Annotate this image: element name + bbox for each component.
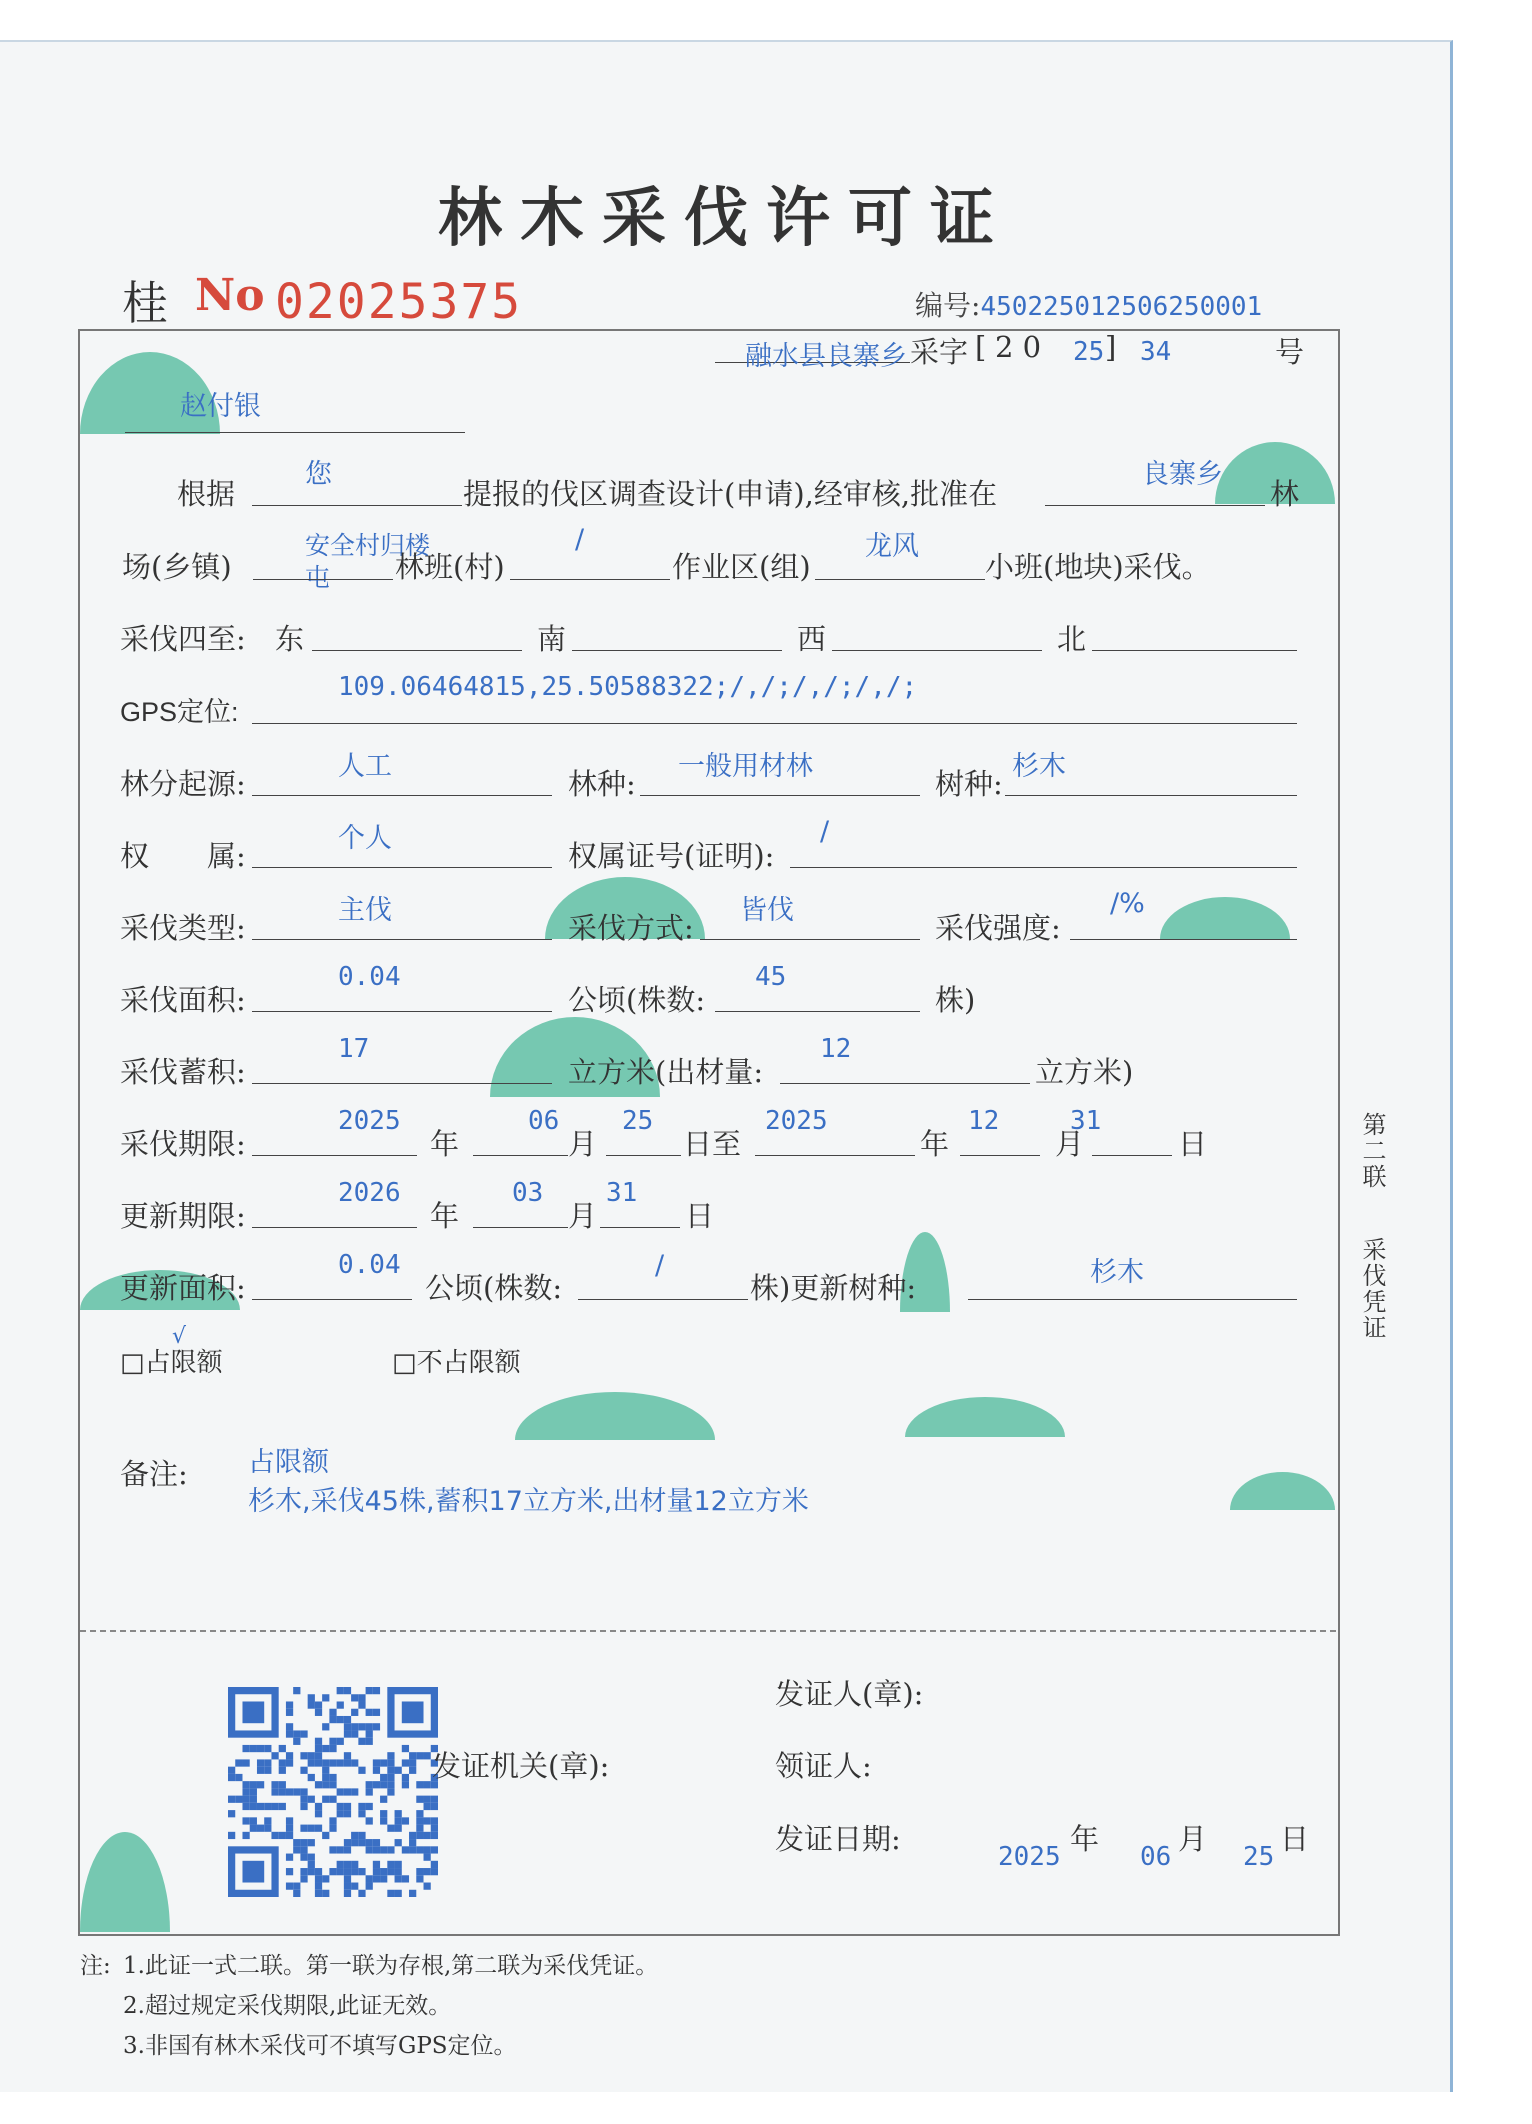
label-count-close: 株) — [935, 983, 976, 1017]
value-linban: / — [575, 524, 585, 555]
value-harvest-method: 皆伐 — [740, 895, 794, 926]
label-ownership: 权 属: — [120, 839, 246, 873]
serial-number: 02025375 — [275, 274, 523, 330]
label-month: 月 — [568, 1199, 598, 1233]
value-issue-year: 2025 — [998, 1842, 1061, 1872]
value-issue-month: 06 — [1140, 1842, 1172, 1872]
label-sizhi: 采伐四至: — [120, 622, 246, 656]
permit-ref-bracket-open: [ — [975, 330, 987, 364]
label-day: 日 — [1178, 1127, 1208, 1161]
label-year: 年 — [920, 1127, 950, 1161]
region-code: 桂 — [122, 276, 168, 330]
qr-code-icon — [228, 1687, 438, 1897]
note-1: 1.此证一式二联。第一联为存根,第二联为采伐凭证。 — [123, 1953, 659, 1979]
value-renew-year: 2026 — [338, 1178, 401, 1208]
side-label-copy: 第二联 — [1358, 1112, 1386, 1190]
value-tree-count: 45 — [755, 962, 787, 992]
label-genju: 根据 — [177, 477, 236, 511]
label-ownership-cert: 权属证号(证明): — [568, 839, 775, 873]
label-harvest-intensity: 采伐强度: — [935, 911, 1061, 945]
value-period-start-year: 2025 — [338, 1106, 401, 1136]
value-period-start-month: 06 — [528, 1106, 560, 1136]
label-lin: 林 — [1270, 477, 1300, 511]
label-harvest-area: 采伐面积: — [120, 983, 246, 1017]
label-yield-close: 立方米) — [1035, 1055, 1134, 1089]
label-chang: 场(乡镇) — [122, 550, 232, 584]
label-month: 月 — [1055, 1127, 1085, 1161]
value-issue-day: 25 — [1243, 1842, 1275, 1872]
label-harvest-volume: 采伐蓄积: — [120, 1055, 246, 1089]
label-month: 月 — [568, 1127, 598, 1161]
label-origin: 林分起源: — [120, 767, 246, 801]
label-timber-yield: 立方米(出材量: — [568, 1055, 764, 1089]
label-renew-hectare-count: 公顷(株数: — [425, 1271, 563, 1305]
value-period-end-year: 2025 — [765, 1106, 828, 1136]
label-linban: 林班(村) — [395, 550, 505, 584]
permit-code-label: 编号: — [915, 289, 981, 322]
label-issue-day: 日 — [1280, 1822, 1310, 1856]
value-xiang: 良寨乡 — [1142, 459, 1223, 490]
label-harvest-type: 采伐类型: — [120, 911, 246, 945]
permit-ref-suffix: 号 — [1275, 335, 1305, 369]
serial-number-label: No — [195, 270, 265, 321]
label-west: 西 — [797, 622, 827, 656]
label-harvest-period: 采伐期限: — [120, 1127, 246, 1161]
label-forest-type: 林种: — [568, 767, 636, 801]
label-renew-species: 株)更新树种: — [750, 1271, 917, 1305]
label-tibao: 提报的伐区调查设计(申请),经审核,批准在 — [463, 477, 998, 511]
separator-dashed — [80, 1630, 1336, 1632]
label-receiver: 领证人: — [775, 1749, 872, 1783]
value-ownership: 个人 — [338, 823, 392, 854]
label-zuoye: 作业区(组) — [672, 550, 811, 584]
label-remarks: 备注: — [120, 1457, 188, 1491]
value-renew-day: 31 — [606, 1178, 638, 1208]
quota-excluded-checkbox[interactable]: □不占限额 — [392, 1348, 521, 1378]
label-day: 日 — [685, 1199, 715, 1233]
permit-code-value: 450225012506250001 — [980, 292, 1263, 322]
note-3: 3.非国有林木采伐可不填写GPS定位。 — [123, 2033, 517, 2059]
value-nin: 您 — [305, 459, 332, 490]
label-south: 南 — [537, 622, 567, 656]
label-east: 东 — [275, 622, 305, 656]
label-day-to: 日至 — [683, 1127, 742, 1161]
document-title: 林木采伐许可证 — [438, 181, 1012, 256]
permit-ref-prefix: 融水县良寨乡 — [745, 341, 907, 372]
label-gps: GPS定位: — [120, 697, 239, 727]
label-year: 年 — [430, 1199, 460, 1233]
value-ownership-cert: / — [820, 816, 830, 847]
value-renew-species: 杉木 — [1090, 1257, 1144, 1288]
permit-ref-bracket-close: ] — [1105, 330, 1117, 364]
applicant-name: 赵付银 — [180, 391, 261, 422]
value-period-end-day: 31 — [1070, 1106, 1102, 1136]
value-renew-area: 0.04 — [338, 1250, 401, 1280]
label-north: 北 — [1057, 622, 1087, 656]
label-issue-month: 月 — [1178, 1822, 1208, 1856]
value-renew-count: / — [655, 1250, 665, 1281]
value-timber-yield: 12 — [820, 1034, 852, 1064]
value-harvest-area: 0.04 — [338, 962, 401, 992]
permit-ref-year-b: 25 — [1073, 337, 1105, 367]
label-hectare-count: 公顷(株数: — [568, 983, 706, 1017]
label-harvest-method: 采伐方式: — [568, 911, 694, 945]
label-issuing-agency: 发证机关(章): — [432, 1749, 610, 1783]
value-gps: 109.06464815,25.50588322;/,/;/,/;/,/; — [338, 672, 918, 702]
quota-check-mark: √ — [172, 1324, 187, 1349]
label-issue-year: 年 — [1070, 1822, 1100, 1856]
value-harvest-type: 主伐 — [338, 895, 392, 926]
value-zu: 龙风 — [865, 531, 919, 562]
value-harvest-volume: 17 — [338, 1034, 370, 1064]
label-issuer: 发证人(章): — [775, 1677, 924, 1711]
label-renew-period: 更新期限: — [120, 1199, 246, 1233]
side-label-purpose: 采伐凭证 — [1358, 1237, 1386, 1341]
value-remarks-line2: 杉木,采伐45株,蓄积17立方米,出材量12立方米 — [248, 1486, 809, 1517]
value-harvest-intensity: /% — [1110, 888, 1145, 919]
value-remarks-line1: 占限额 — [248, 1447, 329, 1478]
label-species: 树种: — [935, 767, 1003, 801]
permit-ref-number: 34 — [1140, 337, 1172, 367]
label-year: 年 — [430, 1127, 460, 1161]
value-period-start-day: 25 — [622, 1106, 654, 1136]
permit-paper — [0, 40, 1453, 2092]
quota-included-checkbox[interactable]: □占限额 — [120, 1348, 223, 1378]
value-origin: 人工 — [338, 751, 392, 782]
note-2: 2.超过规定采伐期限,此证无效。 — [123, 1993, 452, 2019]
value-species: 杉木 — [1012, 751, 1066, 782]
value-period-end-month: 12 — [968, 1106, 1000, 1136]
value-cun: 安全村归楼屯 — [305, 531, 431, 592]
label-renew-area: 更新面积: — [120, 1271, 246, 1305]
permit-ref-char: 采字 — [910, 335, 969, 369]
label-issue-date: 发证日期: — [775, 1822, 901, 1856]
value-renew-month: 03 — [512, 1178, 544, 1208]
permit-ref-year-a: 2 0 — [995, 330, 1042, 364]
permit-code — [915, 284, 1262, 324]
notes-prefix: 注: — [80, 1953, 111, 1979]
value-forest-type: 一般用材林 — [678, 751, 813, 782]
label-xiaoban: 小班(地块)采伐。 — [985, 550, 1211, 584]
